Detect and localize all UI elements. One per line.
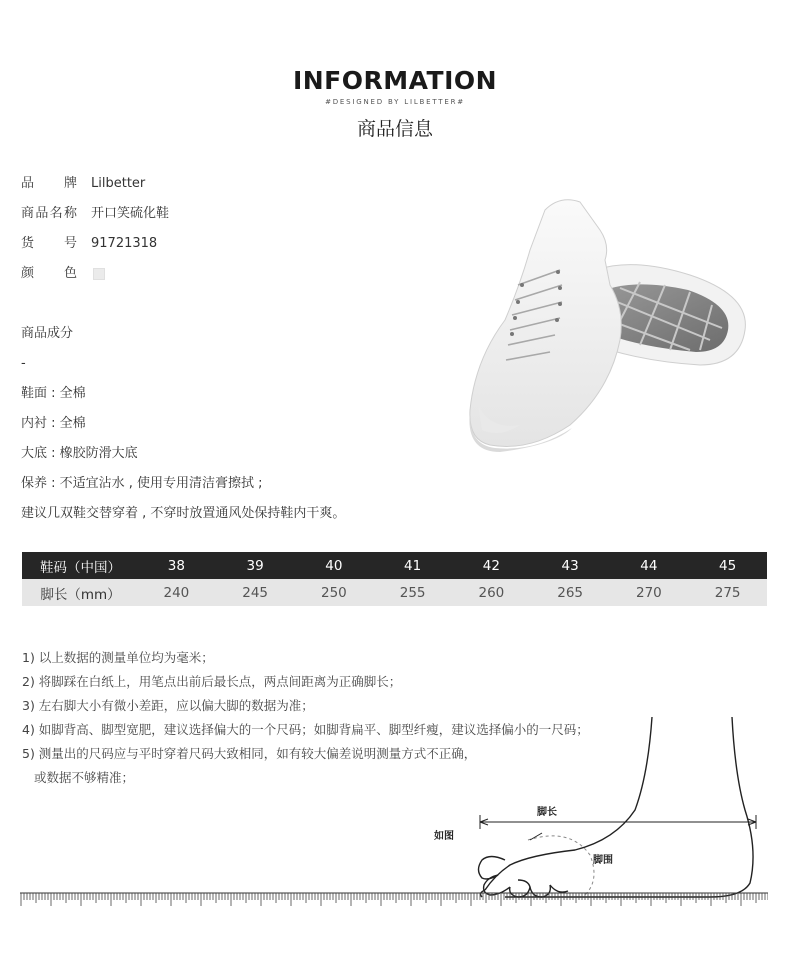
size-cell: 45 <box>688 552 767 579</box>
color-label: 颜色 <box>21 266 77 281</box>
length-cell: 260 <box>452 579 531 606</box>
material-upper: 鞋面 : 全棉 <box>21 386 86 401</box>
note-item: 5) 测量出的尺码应与平时穿着尺码大致相同，如有较大偏差说明测量方式不正确， <box>22 746 477 761</box>
material-sole: 大底 : 橡胶防滑大底 <box>21 446 138 461</box>
label-example: 如图 <box>434 831 454 842</box>
material-dash: - <box>21 356 26 371</box>
length-row-head: 脚长（mm） <box>22 579 137 606</box>
header-subtitle: #DESIGNED BY LILBETTER# <box>325 98 465 106</box>
length-cell: 250 <box>295 579 374 606</box>
length-row <box>22 579 767 606</box>
size-row <box>22 552 767 579</box>
material-title: 商品成分 <box>21 326 74 341</box>
length-cell: 255 <box>373 579 452 606</box>
size-cell: 43 <box>531 552 610 579</box>
size-cell: 39 <box>216 552 295 579</box>
sku-row <box>21 234 158 254</box>
brand-row <box>21 174 146 194</box>
name-label: 商品名称 <box>21 206 77 221</box>
header-title: INFORMATION <box>292 66 498 95</box>
length-cell: 245 <box>216 579 295 606</box>
brand-value: Lilbetter <box>91 176 146 191</box>
label-foot-length: 脚长 <box>537 807 557 818</box>
length-cell: 265 <box>531 579 610 606</box>
size-cell: 42 <box>452 552 531 579</box>
sku-label: 货号 <box>21 236 77 251</box>
size-table <box>22 552 767 606</box>
shoe-image <box>460 190 750 455</box>
foot-diagram <box>410 715 760 905</box>
material-care: 保养 : 不适宜沾水 , 使用专用清洁膏擦拭 ; <box>21 476 263 491</box>
brand-label: 品牌 <box>21 176 77 191</box>
note-item: 2) 将脚踩在白纸上，用笔点出前后最长点，两点间距离为正确脚长； <box>22 674 402 689</box>
ruler <box>20 892 768 908</box>
note-item: 4) 如脚背高、脚型宽肥，建议选择偏大的一个尺码；如脚背扁平、脚型纤瘦，建议选择偏小的一尺码； <box>22 722 589 737</box>
size-cell: 44 <box>610 552 689 579</box>
info-header <box>0 66 790 141</box>
size-cell: 41 <box>373 552 452 579</box>
note-item: 3) 左右脚大小有微小差距，应以偏大脚的数据为准； <box>22 698 314 713</box>
note-item: 1) 以上数据的测量单位均为毫米； <box>22 650 214 665</box>
note-item: 或数据不够精准； <box>34 770 135 785</box>
material-lining: 内衬 : 全棉 <box>21 416 86 431</box>
color-row <box>21 264 77 284</box>
size-cell: 40 <box>295 552 374 579</box>
label-foot-girth: 脚围 <box>593 855 613 866</box>
color-swatch <box>93 268 105 280</box>
name-row <box>21 204 170 224</box>
header-cn-title: 商品信息 <box>356 118 433 140</box>
length-cell: 270 <box>610 579 689 606</box>
material-advice: 建议几双鞋交替穿着 , 不穿时放置通风处保持鞋内干爽。 <box>21 506 346 521</box>
length-cell: 240 <box>137 579 216 606</box>
sku-value: 91721318 <box>91 236 158 251</box>
size-row-head: 鞋码（中国） <box>22 552 137 579</box>
size-cell: 38 <box>137 552 216 579</box>
length-cell: 275 <box>688 579 767 606</box>
name-value: 开口笑硫化鞋 <box>91 206 170 221</box>
